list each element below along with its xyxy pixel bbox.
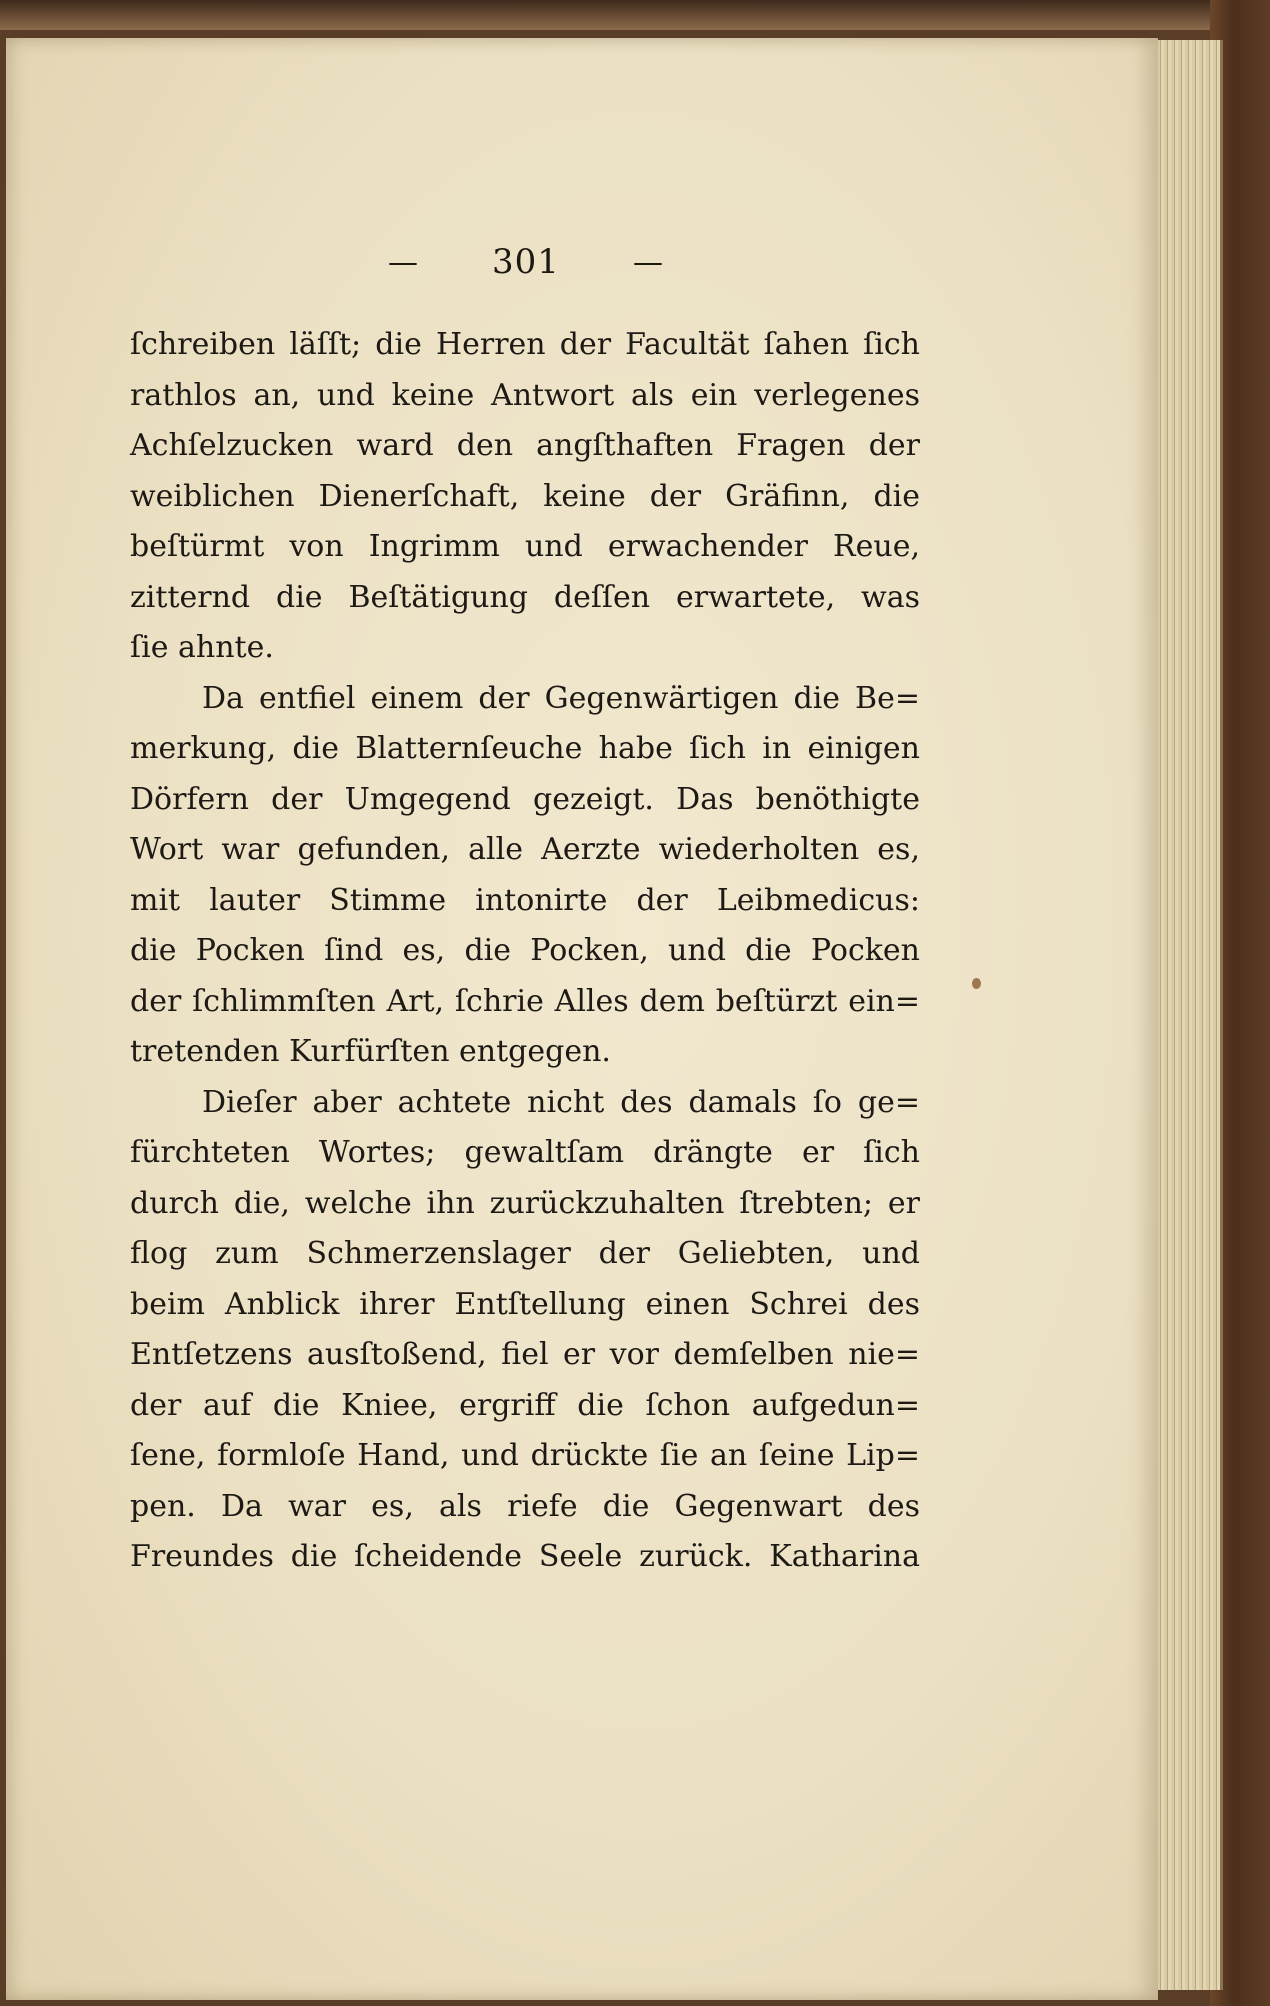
text-line: rathlos an, und keine Antwort als ein verlegenes (130, 377, 920, 413)
text-line: die Pocken ſind es, die Pocken, und die Pocken (130, 933, 920, 968)
text-line: der auf die Kniee, ergriff die ſchon aufgedun= (130, 1387, 920, 1423)
text-line: weiblichen Dienerſchaft, keine der Gräfinn, die (130, 478, 920, 514)
text-line: Freundes die ſcheidende Seele zurück. Katharina (130, 1539, 920, 1574)
text-line: flog zum Schmerzenslager der Geliebten, und (130, 1236, 920, 1271)
text-line: ſene, formloſe Hand, und drückte ſie an ſeine Lip= (130, 1438, 920, 1473)
text-line: zitternd die Beſtätigung deſſen erwartete, was (130, 579, 920, 615)
text-line: ſie ahnte. (130, 630, 274, 665)
text-line: Achſelzucken ward den angſthaften Fragen der (130, 428, 920, 463)
text-line: beſtürmt von Ingrimm und erwachender Reue, (130, 529, 920, 564)
text-line: der ſchlimmſten Art, ſchrie Alles dem beſtürzt ein= (130, 983, 920, 1019)
text-line: ſchreiben läſſt; die Herren der Facultät ſahen ſich (130, 327, 920, 362)
text-line: fürchteten Wortes; gewaltſam drängte er ſich (130, 1135, 920, 1170)
text-line: Da entfiel einem der Gegenwärtigen die Be= (202, 680, 920, 716)
text-line: merkung, die Blatternſeuche habe ſich in einigen (130, 731, 920, 766)
text-line: Dieſer aber achtete nicht des damals ſo ge= (202, 1084, 920, 1120)
book-top-edge (0, 0, 1270, 30)
text-line: beim Anblick ihrer Entſtellung einen Schrei des (130, 1286, 920, 1322)
text-line: pen. Da war es, als riefe die Gegenwart des (130, 1488, 920, 1524)
text-line: mit lauter Stimme intonirte der Leibmedicus: (130, 882, 920, 918)
text-line: Entſetzens ausſtoßend, fiel er vor demſelben nie= (130, 1337, 920, 1372)
foxing-spot (972, 978, 981, 989)
body-text (130, 320, 920, 1583)
page-edges (1150, 40, 1223, 1990)
text-line: Wort war gefunden, alle Aerzte wiederholten es, (130, 832, 920, 867)
text-line: Dörfern der Umgegend gezeigt. Das benöthigte (130, 781, 920, 817)
header-dash-left: — (388, 244, 419, 280)
page-number: 301 (492, 242, 560, 282)
page-header (388, 240, 664, 284)
text-line: durch die, welche ihn zurückzuhalten ſtrebten; er (130, 1185, 920, 1221)
header-dash-right: — (633, 244, 664, 280)
text-line: tretenden Kurfürſten entgegen. (130, 1034, 611, 1069)
